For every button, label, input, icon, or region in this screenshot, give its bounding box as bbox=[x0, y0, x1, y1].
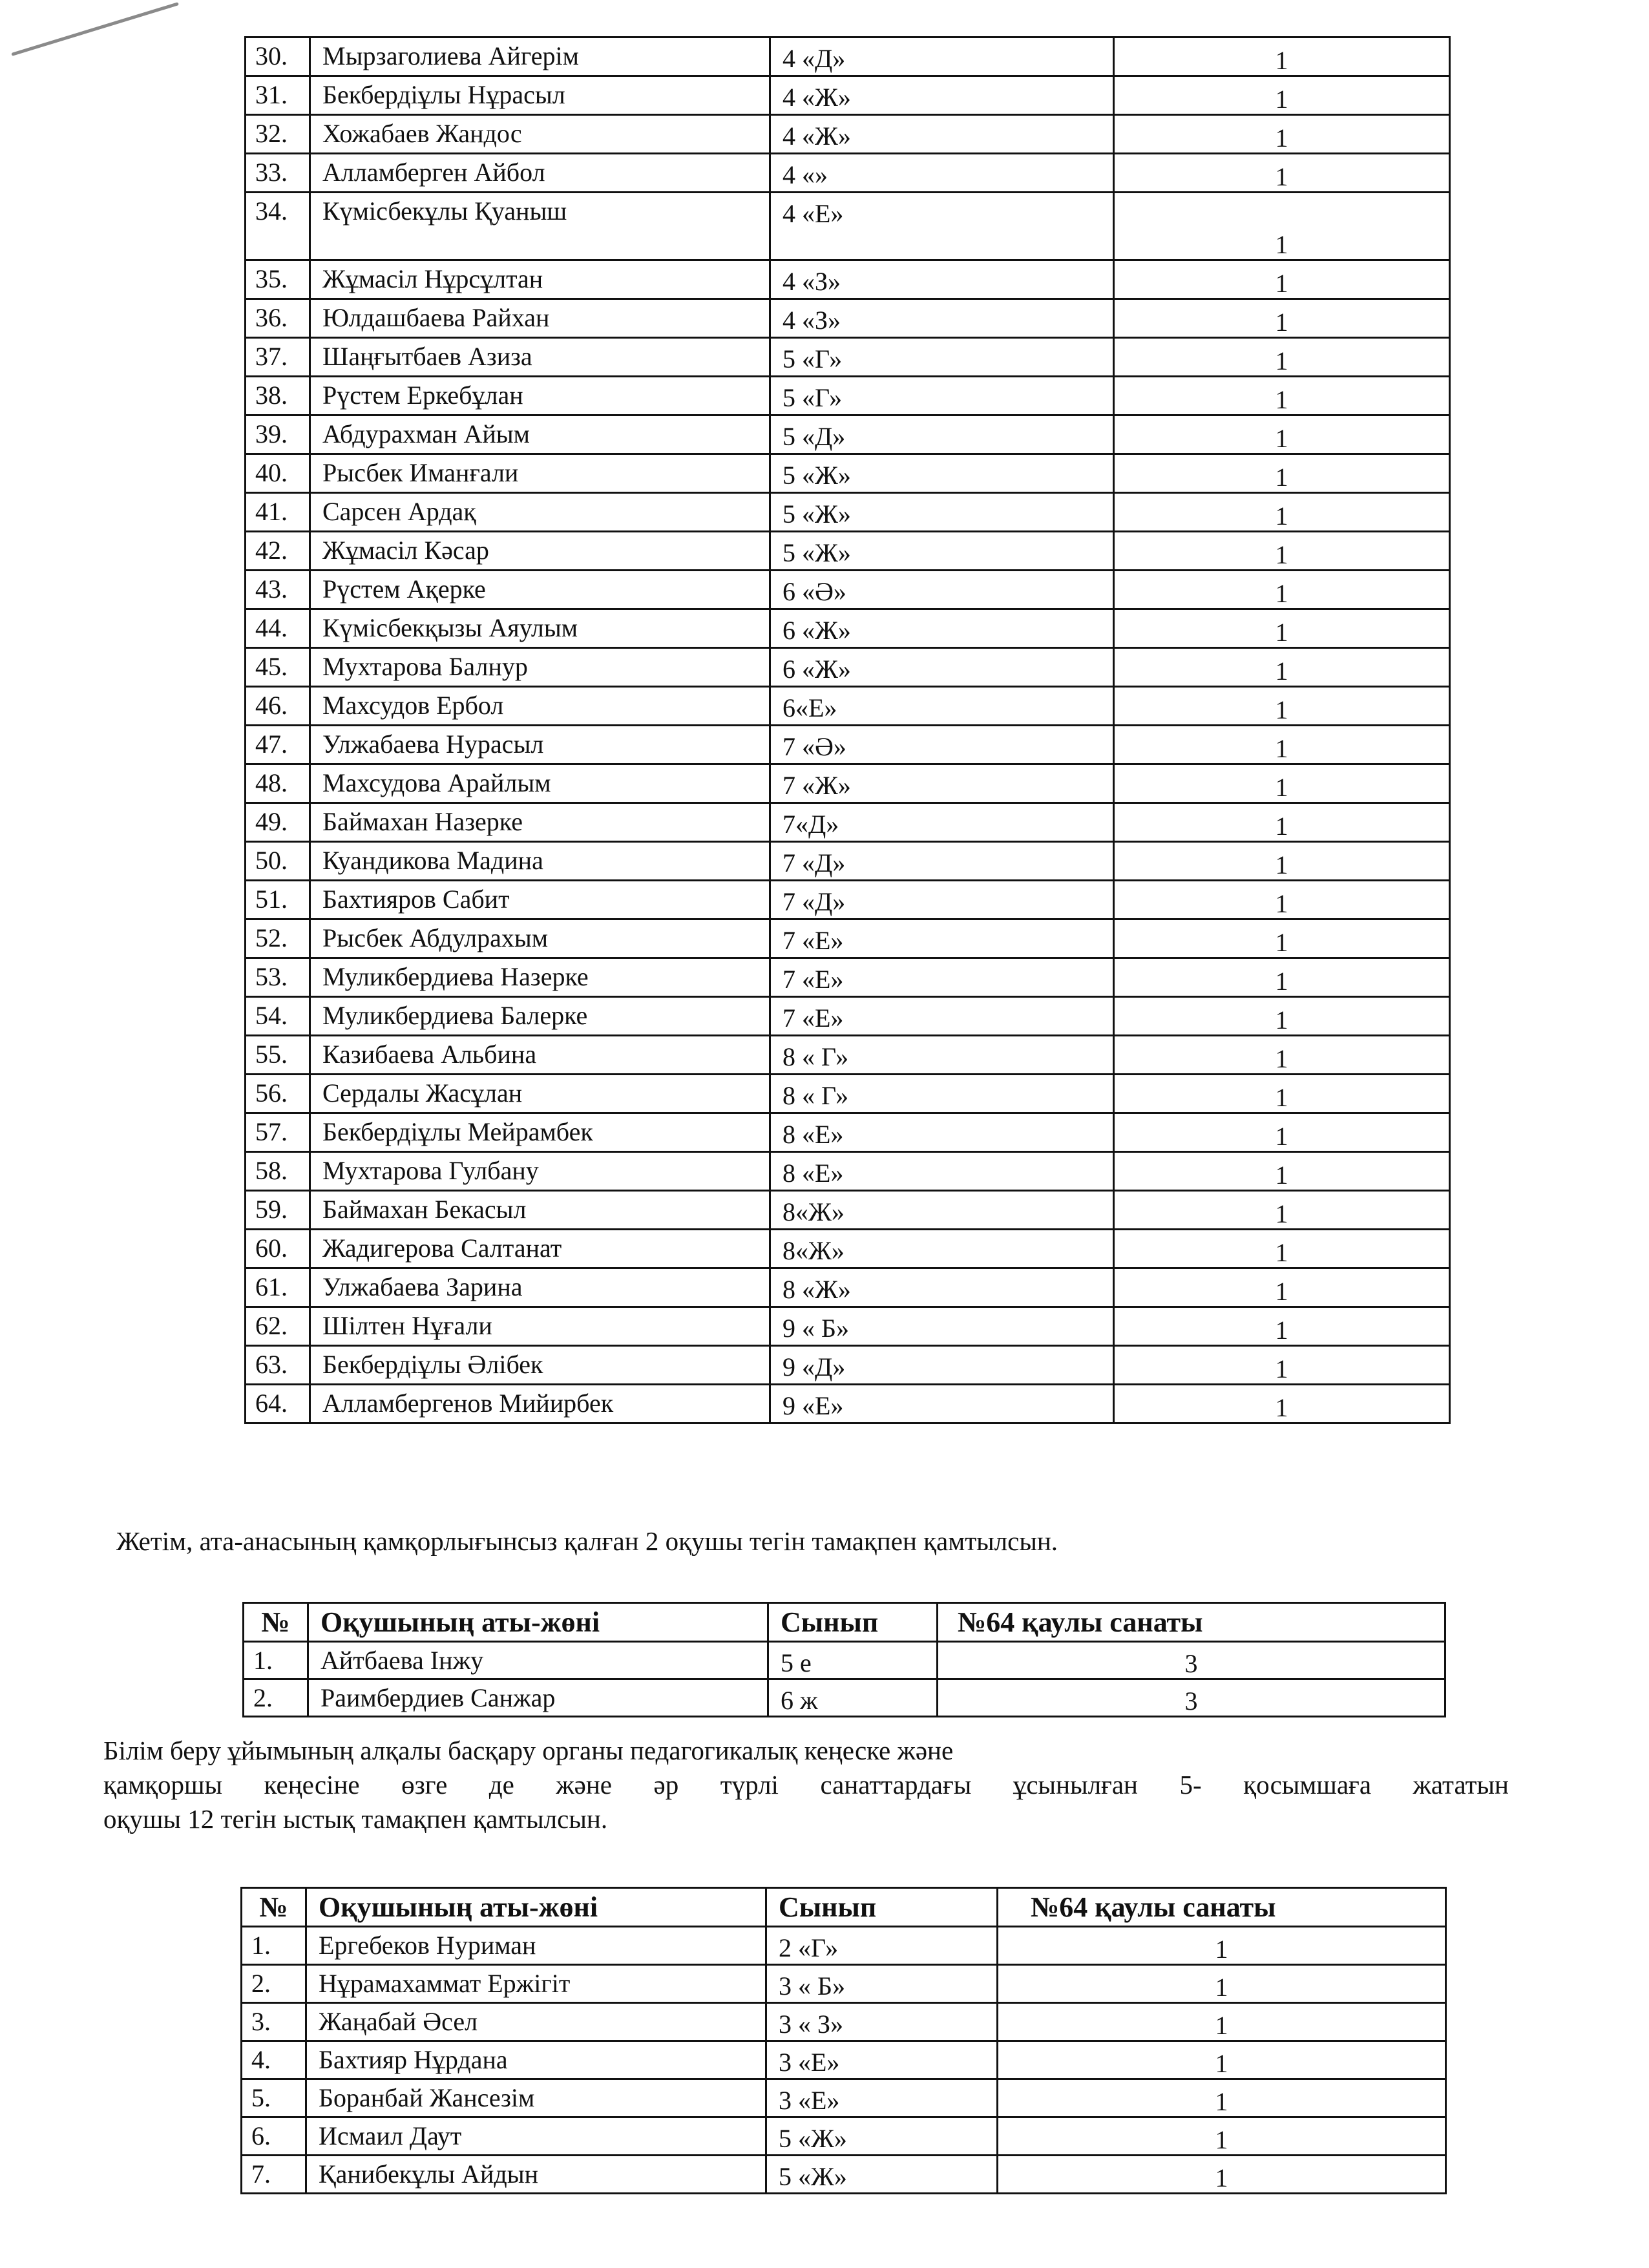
table-row bbox=[242, 2079, 1446, 2117]
category-value: 1 bbox=[1114, 154, 1450, 193]
row-number: 7. bbox=[242, 2156, 306, 2194]
class-name: 5 е bbox=[768, 1642, 938, 1679]
class-name: 8 « Г» bbox=[770, 1075, 1114, 1113]
table-row bbox=[244, 1679, 1445, 1717]
class-name: 8 «Е» bbox=[770, 1113, 1114, 1152]
category-value: 3 bbox=[938, 1642, 1445, 1679]
other-categories-table bbox=[240, 1887, 1447, 2194]
class-name: 6«Е» bbox=[770, 687, 1114, 726]
row-number: 58. bbox=[246, 1152, 310, 1191]
student-name: Жұмасіл Нұрсұлтан bbox=[310, 260, 770, 299]
table-row bbox=[246, 1268, 1450, 1307]
row-number: 44. bbox=[246, 609, 310, 648]
council-note-line-3: оқушы 12 тегін ыстық тамақпен қамтылсын. bbox=[103, 1804, 608, 1834]
student-name: Мырзаголиева Айгерім bbox=[310, 37, 770, 76]
table-row bbox=[242, 2117, 1446, 2156]
category-value: 1 bbox=[1114, 1113, 1450, 1152]
table-row bbox=[246, 299, 1450, 338]
class-name: 4 «Ж» bbox=[770, 76, 1114, 115]
category-value: 1 bbox=[1114, 76, 1450, 115]
category-value: 1 bbox=[1114, 571, 1450, 609]
row-number: 55. bbox=[246, 1036, 310, 1075]
table-row bbox=[242, 2041, 1446, 2079]
category-value: 1 bbox=[1114, 1152, 1450, 1191]
row-number: 48. bbox=[246, 764, 310, 803]
category-value: 1 bbox=[1114, 377, 1450, 415]
student-name: Мухтарова Гулбану bbox=[310, 1152, 770, 1191]
category-value: 1 bbox=[1114, 726, 1450, 764]
class-name: 8 « Г» bbox=[770, 1036, 1114, 1075]
category-value: 1 bbox=[1114, 415, 1450, 454]
col-header-class: Сынып bbox=[766, 1888, 998, 1927]
class-name: 5 «Ж» bbox=[770, 493, 1114, 532]
row-number: 36. bbox=[246, 299, 310, 338]
table-row bbox=[246, 37, 1450, 76]
student-name: Шаңғытбаев Азиза bbox=[310, 338, 770, 377]
category-value: 1 bbox=[1114, 1346, 1450, 1385]
class-name: 3 «Е» bbox=[766, 2079, 998, 2117]
class-name: 8«Ж» bbox=[770, 1230, 1114, 1268]
category-value: 3 bbox=[938, 1679, 1445, 1717]
class-name: 4 «» bbox=[770, 154, 1114, 193]
table-row bbox=[246, 493, 1450, 532]
student-name: Абдурахман Айым bbox=[310, 415, 770, 454]
table-row bbox=[244, 1642, 1445, 1679]
row-number: 51. bbox=[246, 881, 310, 919]
row-number: 62. bbox=[246, 1307, 310, 1346]
category-value: 1 bbox=[1114, 881, 1450, 919]
row-number: 47. bbox=[246, 726, 310, 764]
row-number: 1. bbox=[242, 1927, 306, 1965]
row-number: 41. bbox=[246, 493, 310, 532]
category-value: 1 bbox=[998, 2003, 1446, 2041]
class-name: 6 «Ж» bbox=[770, 609, 1114, 648]
class-name: 7 «Ж» bbox=[770, 764, 1114, 803]
student-name: Нұрамахаммат Ержігіт bbox=[306, 1965, 766, 2003]
class-name: 9 «Д» bbox=[770, 1346, 1114, 1385]
orphans-table bbox=[242, 1602, 1446, 1717]
student-name: Хожабаев Жандос bbox=[310, 115, 770, 154]
class-name: 3 « З» bbox=[766, 2003, 998, 2041]
table-row bbox=[246, 958, 1450, 997]
class-name: 7 «Д» bbox=[770, 842, 1114, 881]
table-row bbox=[246, 76, 1450, 115]
class-name: 5 «Ж» bbox=[766, 2117, 998, 2156]
col-header-category: №64 қаулы санаты bbox=[938, 1603, 1445, 1642]
table-row bbox=[246, 154, 1450, 193]
table-row bbox=[246, 881, 1450, 919]
class-name: 7 «Ә» bbox=[770, 726, 1114, 764]
category-value: 1 bbox=[1114, 299, 1450, 338]
category-value: 1 bbox=[1114, 997, 1450, 1036]
category-value: 1 bbox=[1114, 493, 1450, 532]
row-number: 34. bbox=[246, 193, 310, 260]
class-name: 4 «Е» bbox=[770, 193, 1114, 260]
table-row bbox=[246, 571, 1450, 609]
table-row bbox=[246, 115, 1450, 154]
row-number: 39. bbox=[246, 415, 310, 454]
class-name: 4 «Д» bbox=[770, 37, 1114, 76]
col-header-category: №64 қаулы санаты bbox=[998, 1888, 1446, 1927]
student-name: Рысбек Иманғали bbox=[310, 454, 770, 493]
class-name: 5 «Д» bbox=[770, 415, 1114, 454]
category-value: 1 bbox=[1114, 764, 1450, 803]
category-value: 1 bbox=[1114, 1191, 1450, 1230]
table-row bbox=[246, 648, 1450, 687]
category-value: 1 bbox=[1114, 1036, 1450, 1075]
student-name: Жаңабай Әсел bbox=[306, 2003, 766, 2041]
student-name: Улжабаева Нурасыл bbox=[310, 726, 770, 764]
council-note bbox=[103, 1734, 1509, 1836]
council-note-line-2: қамқоршы кеңесіне өзге де және әр түрлі санаттардағы ұсынылған 5- қосымшаға жататын bbox=[103, 1770, 1509, 1800]
table-row bbox=[246, 1385, 1450, 1423]
class-name: 7 «Д» bbox=[770, 881, 1114, 919]
col-header-number: № bbox=[244, 1603, 308, 1642]
students-table-continued bbox=[244, 36, 1451, 1424]
student-name: Казибаева Альбина bbox=[310, 1036, 770, 1075]
class-name: 8«Ж» bbox=[770, 1191, 1114, 1230]
class-name: 6 ж bbox=[768, 1679, 938, 1717]
category-value: 1 bbox=[1114, 1075, 1450, 1113]
row-number: 53. bbox=[246, 958, 310, 997]
student-name: Сердалы Жасұлан bbox=[310, 1075, 770, 1113]
student-name: Айтбаева Інжу bbox=[308, 1642, 768, 1679]
student-name: Шілтен Нұғали bbox=[310, 1307, 770, 1346]
row-number: 2. bbox=[242, 1965, 306, 2003]
student-name: Алламберген Айбол bbox=[310, 154, 770, 193]
student-name: Баймахан Назерке bbox=[310, 803, 770, 842]
category-value: 1 bbox=[1114, 260, 1450, 299]
category-value: 1 bbox=[1114, 1307, 1450, 1346]
row-number: 57. bbox=[246, 1113, 310, 1152]
orphans-note: Жетім, ата-анасының қамқорлығынсыз қалған 2 оқушы тегін тамақпен қамтылсын. bbox=[116, 1526, 1058, 1556]
row-number: 32. bbox=[246, 115, 310, 154]
row-number: 6. bbox=[242, 2117, 306, 2156]
student-name: Күмісбекқызы Аяулым bbox=[310, 609, 770, 648]
table-row bbox=[246, 1307, 1450, 1346]
table-header-row bbox=[244, 1603, 1445, 1642]
table-row bbox=[242, 2003, 1446, 2041]
table-row bbox=[246, 1113, 1450, 1152]
table-row bbox=[246, 609, 1450, 648]
row-number: 38. bbox=[246, 377, 310, 415]
student-name: Улжабаева Зарина bbox=[310, 1268, 770, 1307]
student-name: Жадигерова Салтанат bbox=[310, 1230, 770, 1268]
class-name: 9 «Е» bbox=[770, 1385, 1114, 1423]
class-name: 3 «Е» bbox=[766, 2041, 998, 2079]
category-value: 1 bbox=[1114, 919, 1450, 958]
category-value: 1 bbox=[1114, 115, 1450, 154]
student-name: Қанибекұлы Айдын bbox=[306, 2156, 766, 2194]
table-row bbox=[246, 193, 1450, 260]
council-note-line-1: Білім беру ұйымының алқалы басқару органы педагогикалық кеңеске және bbox=[103, 1736, 954, 1765]
student-name: Рүстем Ақерке bbox=[310, 571, 770, 609]
row-number: 46. bbox=[246, 687, 310, 726]
pen-mark bbox=[11, 2, 179, 56]
table-row bbox=[242, 2156, 1446, 2194]
col-header-class: Сынып bbox=[768, 1603, 938, 1642]
student-name: Сарсен Ардақ bbox=[310, 493, 770, 532]
student-name: Жұмасіл Кәсар bbox=[310, 532, 770, 571]
student-name: Бекбердіұлы Нұрасыл bbox=[310, 76, 770, 115]
table-row bbox=[246, 1230, 1450, 1268]
category-value: 1 bbox=[1114, 1268, 1450, 1307]
category-value: 1 bbox=[1114, 803, 1450, 842]
class-name: 5 «Ж» bbox=[770, 532, 1114, 571]
class-name: 9 « Б» bbox=[770, 1307, 1114, 1346]
row-number: 37. bbox=[246, 338, 310, 377]
table-row bbox=[246, 415, 1450, 454]
class-name: 4 «З» bbox=[770, 260, 1114, 299]
row-number: 45. bbox=[246, 648, 310, 687]
category-value: 1 bbox=[1114, 338, 1450, 377]
student-name: Ергебеков Нуриман bbox=[306, 1927, 766, 1965]
row-number: 63. bbox=[246, 1346, 310, 1385]
row-number: 30. bbox=[246, 37, 310, 76]
row-number: 31. bbox=[246, 76, 310, 115]
table-row bbox=[246, 377, 1450, 415]
class-name: 5 «Ж» bbox=[770, 454, 1114, 493]
table-row bbox=[246, 1075, 1450, 1113]
table-row bbox=[246, 842, 1450, 881]
category-value: 1 bbox=[998, 2041, 1446, 2079]
class-name: 4 «Ж» bbox=[770, 115, 1114, 154]
category-value: 1 bbox=[998, 2117, 1446, 2156]
class-name: 3 « Б» bbox=[766, 1965, 998, 2003]
student-name: Бахтияров Сабит bbox=[310, 881, 770, 919]
class-name: 4 «З» bbox=[770, 299, 1114, 338]
category-value: 1 bbox=[1114, 532, 1450, 571]
category-value: 1 bbox=[1114, 842, 1450, 881]
col-header-name: Оқушының аты-жөні bbox=[308, 1603, 768, 1642]
table-row bbox=[246, 260, 1450, 299]
table-header-row bbox=[242, 1888, 1446, 1927]
table-row bbox=[246, 919, 1450, 958]
row-number: 35. bbox=[246, 260, 310, 299]
col-header-name: Оқушының аты-жөні bbox=[306, 1888, 766, 1927]
row-number: 43. bbox=[246, 571, 310, 609]
row-number: 52. bbox=[246, 919, 310, 958]
table-row bbox=[246, 803, 1450, 842]
row-number: 4. bbox=[242, 2041, 306, 2079]
student-name: Муликбердиева Балерке bbox=[310, 997, 770, 1036]
class-name: 6 «Ә» bbox=[770, 571, 1114, 609]
row-number: 1. bbox=[244, 1642, 308, 1679]
category-value: 1 bbox=[1114, 454, 1450, 493]
category-value: 1 bbox=[1114, 1230, 1450, 1268]
table-row bbox=[246, 726, 1450, 764]
student-name: Махсудов Ербол bbox=[310, 687, 770, 726]
category-value: 1 bbox=[1114, 1385, 1450, 1423]
class-name: 7 «Е» bbox=[770, 958, 1114, 997]
row-number: 60. bbox=[246, 1230, 310, 1268]
student-name: Махсудова Арайлым bbox=[310, 764, 770, 803]
row-number: 5. bbox=[242, 2079, 306, 2117]
category-value: 1 bbox=[998, 2156, 1446, 2194]
class-name: 5 «Г» bbox=[770, 377, 1114, 415]
table-row bbox=[246, 764, 1450, 803]
category-value: 1 bbox=[998, 1927, 1446, 1965]
row-number: 64. bbox=[246, 1385, 310, 1423]
row-number: 2. bbox=[244, 1679, 308, 1717]
student-name: Исмаил Даут bbox=[306, 2117, 766, 2156]
category-value: 1 bbox=[1114, 687, 1450, 726]
row-number: 42. bbox=[246, 532, 310, 571]
table-row bbox=[246, 1036, 1450, 1075]
class-name: 7 «Е» bbox=[770, 997, 1114, 1036]
row-number: 54. bbox=[246, 997, 310, 1036]
student-name: Баймахан Бекасыл bbox=[310, 1191, 770, 1230]
class-name: 8 «Ж» bbox=[770, 1268, 1114, 1307]
table-row bbox=[246, 1152, 1450, 1191]
table-row bbox=[246, 1191, 1450, 1230]
row-number: 50. bbox=[246, 842, 310, 881]
student-name: Юлдашбаева Райхан bbox=[310, 299, 770, 338]
category-value: 1 bbox=[1114, 648, 1450, 687]
category-value: 1 bbox=[998, 2079, 1446, 2117]
student-name: Мухтарова Балнур bbox=[310, 648, 770, 687]
category-value: 1 bbox=[998, 1965, 1446, 2003]
class-name: 5 «Г» bbox=[770, 338, 1114, 377]
student-name: Муликбердиева Назерке bbox=[310, 958, 770, 997]
row-number: 33. bbox=[246, 154, 310, 193]
class-name: 7«Д» bbox=[770, 803, 1114, 842]
student-name: Бекбердіұлы Әлібек bbox=[310, 1346, 770, 1385]
table-row bbox=[246, 338, 1450, 377]
row-number: 56. bbox=[246, 1075, 310, 1113]
student-name: Боранбай Жансезім bbox=[306, 2079, 766, 2117]
student-name: Рысбек Абдулрахым bbox=[310, 919, 770, 958]
student-name: Бахтияр Нұрдана bbox=[306, 2041, 766, 2079]
category-value: 1 bbox=[1114, 37, 1450, 76]
class-name: 7 «Е» bbox=[770, 919, 1114, 958]
student-name: Күмісбекұлы Қуаныш bbox=[310, 193, 770, 260]
student-name: Куандикова Мадина bbox=[310, 842, 770, 881]
table-row bbox=[246, 687, 1450, 726]
class-name: 6 «Ж» bbox=[770, 648, 1114, 687]
table-row bbox=[246, 997, 1450, 1036]
class-name: 8 «Е» bbox=[770, 1152, 1114, 1191]
class-name: 5 «Ж» bbox=[766, 2156, 998, 2194]
row-number: 3. bbox=[242, 2003, 306, 2041]
row-number: 61. bbox=[246, 1268, 310, 1307]
row-number: 49. bbox=[246, 803, 310, 842]
student-name: Алламбергенов Мийирбек bbox=[310, 1385, 770, 1423]
table-row bbox=[242, 1965, 1446, 2003]
row-number: 40. bbox=[246, 454, 310, 493]
student-name: Рүстем Еркебұлан bbox=[310, 377, 770, 415]
table-row bbox=[246, 1346, 1450, 1385]
table-row bbox=[246, 454, 1450, 493]
student-name: Раимбердиев Санжар bbox=[308, 1679, 768, 1717]
category-value: 1 bbox=[1114, 958, 1450, 997]
table-row bbox=[242, 1927, 1446, 1965]
row-number: 59. bbox=[246, 1191, 310, 1230]
category-value: 1 bbox=[1114, 193, 1450, 260]
table-row bbox=[246, 532, 1450, 571]
class-name: 2 «Г» bbox=[766, 1927, 998, 1965]
student-name: Бекбердіұлы Мейрамбек bbox=[310, 1113, 770, 1152]
col-header-number: № bbox=[242, 1888, 306, 1927]
category-value: 1 bbox=[1114, 609, 1450, 648]
